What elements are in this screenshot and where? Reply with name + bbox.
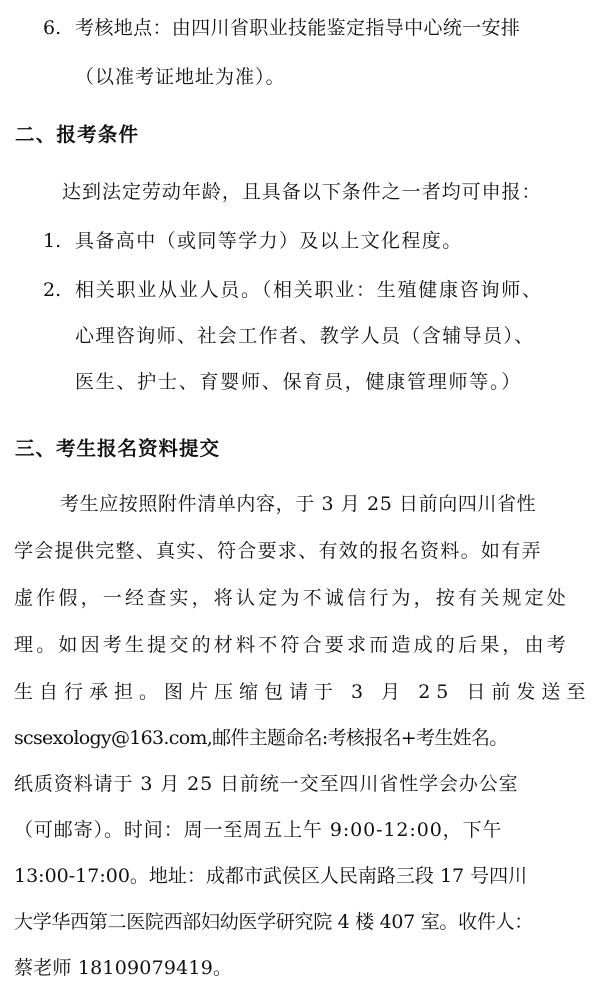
list-number: 2. (43, 279, 62, 301)
list-item-text: 相关职业从业人员。（相关职业：生殖健康咨询师、 (75, 279, 543, 301)
list-item-text: 具备高中（或同等学力）及以上文化程度。 (75, 230, 463, 252)
list-number: 1. (43, 230, 62, 252)
list-item-text: 考核地点：由四川省职业技能鉴定指导中心统一安排 (75, 17, 521, 39)
list-number: 6. (43, 17, 62, 39)
